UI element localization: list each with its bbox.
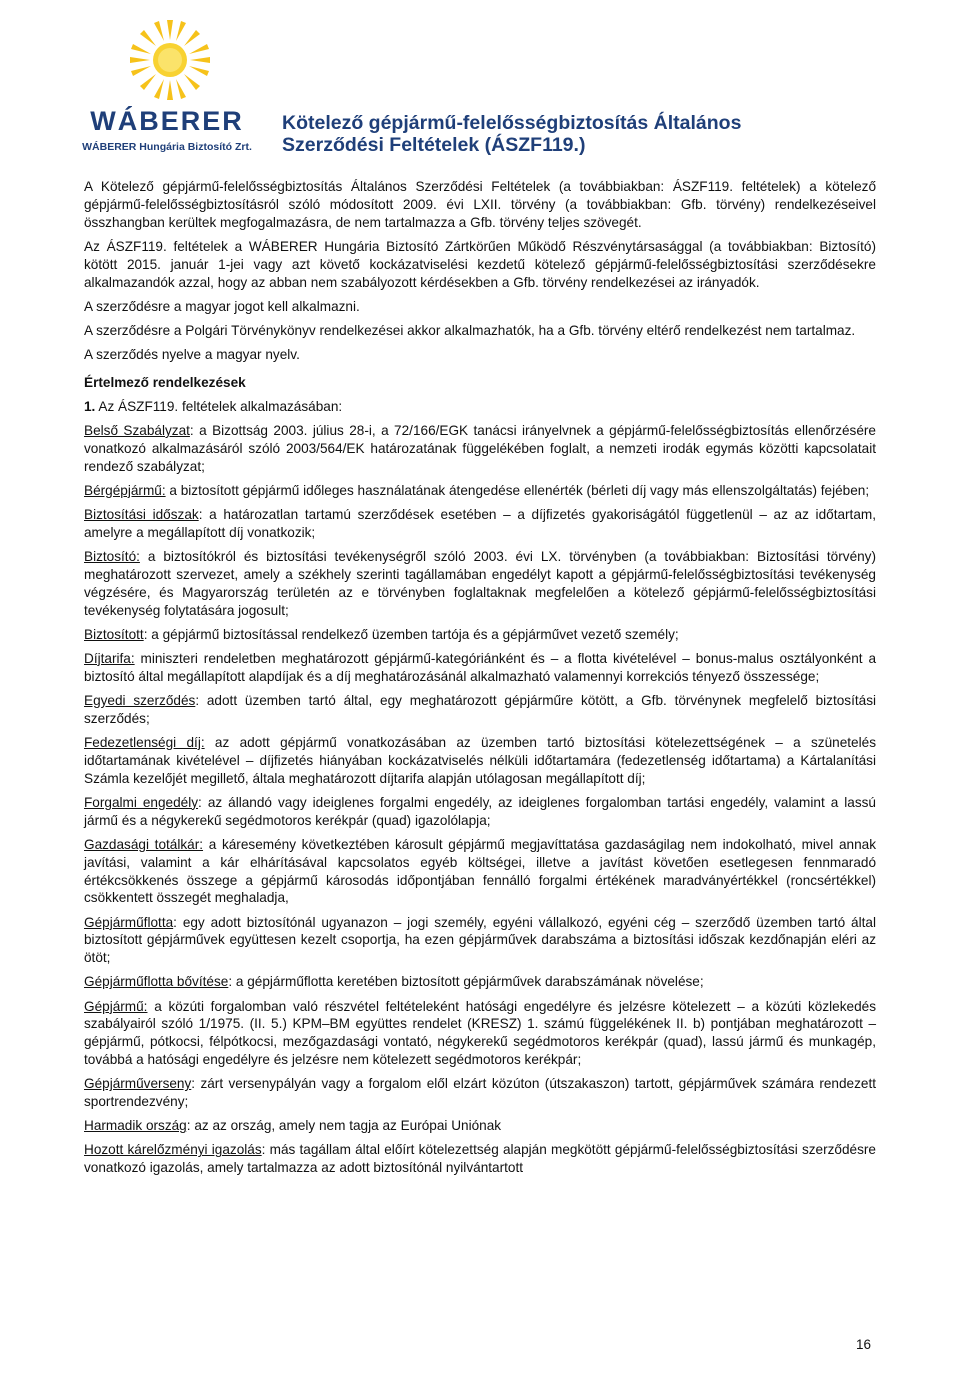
definition-item [84,650,876,686]
page-number: 16 [856,1337,872,1352]
definition-item [84,626,876,644]
definition-item [84,1075,876,1111]
intro-paragraph-4: A szerződésre a Polgári Törvénykönyv rendelkezései akkor alkalmazhatók, ha a Gfb. törvény eltérő rendelkezést nem tartalmaz. [84,322,856,338]
definition-text: a káresemény következtében károsult gépjármű megjavíttatása gazdaságilag nem indokolható, mivel annak javítási, valamint a kár elhárításával kapcsolatos egyéb költségei, illetve a javítást követően esetlegesen fennmaradó értékcsökkenés összege a gépjármű károsodás időpontjában fennálló forgalmi értékének maradványértékkel (roncsértékkel) csökkentett összegét meghaladja, [84,836,877,906]
brand-subtitle: WÁBERER Hungária Biztosító Zrt. [82,141,252,153]
intro-paragraph-5: A szerződés nyelve a magyar nyelv. [84,347,300,362]
definition-item [84,973,876,991]
definition-item [84,506,876,542]
definition-text: a gépjármű biztosítással rendelkező üzemben tartója és a gépjárművet vezető személy; [151,626,679,642]
definition-item [84,482,876,500]
title-line-1: Kötelező gépjármű-felelősségbiztosítás Általános [282,112,742,134]
section-heading: Értelmező rendelkezések [84,374,246,390]
definition-term: Gazdasági totálkár: [84,836,204,852]
waberer-sun-logo [78,18,256,158]
definition-term: Biztosított [84,626,144,642]
intro-paragraph-2: Az ÁSZF119. feltételek a WÁBERER Hungária Biztosító Zártkörűen Működő Részvénytársasággal (a továbbiakban: Biztosító) kötött 2015. január 1-jei vagy azt követő kockázatviselési kezdetű kötelező gépjármű-felelősségbiztosítási szerződésekre alkalmazandók azzal, hogy az abban nem szabályozott kérdésekben a Gfb. törvény rendelkezései az irányadók. [84,238,876,290]
document-body [84,178,876,1183]
definition-separator: : [186,1118,195,1134]
definition-item [84,548,876,620]
page-header [0,0,960,170]
definition-text: más tagállam által előírt kötelezettség alapján megkötött gépjármű-felelősségbiztosítási szerződésre vonatkozó igazolás, amely tartalmazza az adott biztosítónál nyilvántartott [84,1142,876,1176]
definition-term: Gépjárműverseny [84,1076,192,1092]
definition-text: a biztosított gépjármű időleges használatának átengedése ellenérték (bérleti díj vagy más ellenszolgáltatás) fejében; [169,482,870,498]
definition-separator: : [198,506,210,522]
definition-term: Díjtarifa: [84,650,135,666]
section-1-title: Az ÁSZF119. feltételek alkalmazásában: [98,398,343,414]
definition-separator: : [195,692,207,708]
definition-text: adott üzemben tartó által, egy meghatározott gépjárműre kötött, a Gfb. törvénynek megfelelő biztosítási szerződés; [84,692,877,726]
definition-item [84,998,876,1070]
definition-term: Biztosító: [84,548,140,564]
definition-separator [140,549,148,564]
definition-item [84,1141,876,1177]
definition-separator: : [173,914,183,930]
definition-item [84,422,876,476]
brand-name: WÁBERER [90,106,244,136]
definition-text: a biztosítókról és biztosítási tevékenységről szóló 2003. évi LX. törvényben (a továbbiakban: Biztosítási törvény) meghatározott szervezet, amely a székhely szerinti tagállamában engedélyt kapott a gépjármű-felelősségbiztosítási tevékenység végzésére, és Magyarország területén az e törvényben foglaltaknak megfelelően a kötelező gépjármű-felelősségbiztosítási tevékenység folytatására jogosult; [84,548,877,618]
definition-separator: : [228,974,236,990]
definition-term: Belső Szabályzat [84,422,190,438]
definition-text: a közúti forgalomban való részvétel feltételeként hatósági engedélyre és jelzésre kötelezett – a közúti közlekedés szabályairól szóló 1/1975. (II. 5.) KPM–BM együttes rendelet (KRESZ) 1. számú függelékének II. b) pontjában meghatározott – gépjármű, pótkocsi, félpótkocsi, mezőgazdasági vontató, négykerekű segédmotoros kerékpár (quad), lassú jármű és munkagép, továbbá a hatósági engedélyre és jelzésre nem kötelezett segédmotoros kerékpár; [84,998,877,1068]
definition-text: az állandó vagy ideiglenes forgalmi engedély, az ideiglenes forgalomban tartási engedély, valamint a lassú jármű és a négykerekű segédmotoros kerékpár (quad) igazolólapja; [84,794,876,828]
definition-text: zárt versenypályán vagy a forgalom elől elzárt közúton (útszakaszon) tartott, gépjárművek számára rendezett sportrendezvény; [84,1076,876,1110]
definition-separator: : [189,422,200,438]
definition-term: Gépjárműflotta [84,914,174,930]
definition-term: Bérgépjármű: [84,482,166,498]
definition-separator: : [261,1142,270,1158]
definition-term: Harmadik ország [84,1118,187,1134]
definition-term: Gépjárműflotta bővítése [84,974,229,990]
intro-paragraph-1: A Kötelező gépjármű-felelősségbiztosítás Általános Szerződési Feltételek (a továbbiakban: ÁSZF119. feltételek) a kötelező gépjármű-felelősségbiztosításról szóló módosított 2009. évi LXII. törvény (a továbbiakban: Gfb. törvény) rendelkezéseivel összhangban kerültek megfogalmazásra, de nem tartalmazza a Gfb. törvény teljes szövegét. [84,179,876,230]
section-1-heading [84,398,876,416]
intro-paragraph-3: A szerződésre a magyar jogot kell alkalmazni. [84,298,360,314]
definition-item [84,794,876,830]
definition-text: a gépjárműflotta keretében biztosított gépjárművek darabszámának növelése; [235,974,704,990]
definition-item [84,836,876,908]
definition-term: Hozott kárelőzményi igazolás [84,1142,262,1158]
definition-text: miniszteri rendeletben meghatározott gépjármű-kategóriánként és – a flotta kivételével – bonus-malus osztályonként a biztosító által megállapított alapdíjak és a díj meghatározásánál alkalmazható valamennyi korrekciós tényező összessége; [84,650,876,684]
definition-term: Egyedi szerződés [84,692,196,708]
definition-item [84,1117,876,1135]
definition-term: Gépjármű: [84,998,148,1014]
definition-term: Biztosítási időszak [84,506,199,522]
definition-separator [205,735,215,750]
definition-item [84,692,876,728]
definition-text: egy adott biztosítónál ugyanazon – jogi személy, egyéni vállalkozó, egyéni cég – szerződő üzemben tartó által biztosított gépjárművek együttesen kezelt csoportja, ha ezen gépjárművek darabszáma a biztosítási időszak kezdőnapján eléri az ötöt; [84,914,876,966]
definition-text: a határozatlan tartamú szerződések esetében – a díjfizetés gyakoriságától függetlenül – az az időtartam, amelyre a megállapított díj vonatkozik; [84,506,876,540]
definition-text: az adott gépjármű vonatkozásában az üzemben tartó biztosítási kötelezettségének – a szünetelés időtartamának kivételével – díjfizetés hiányában kockázatviselés nélküli időtartamára (fedezetlenség időtartama) a Kártalanítási Számla kezelőjét megillető, általa meghatározott díjtarifa alapján utólagosan megállapított díj; [84,734,876,786]
definition-separator: : [198,794,208,810]
definition-text: az az ország, amely nem tagja az Európai Uniónak [194,1118,502,1134]
definitions-list [84,422,876,1177]
definition-term: Forgalmi engedély [84,794,199,810]
definition-term: Fedezetlenségi díj: [84,734,205,750]
definition-item [84,734,876,788]
definition-item [84,914,876,968]
section-1-number: 1. [84,398,96,414]
definition-separator: : [191,1076,201,1092]
definition-separator: : [143,626,152,642]
title-line-2: Szerződési Feltételek (ÁSZF119.) [282,134,586,156]
document-title [282,112,741,156]
definition-text: a Bizottság 2003. július 28-i, a 72/166/EGK tanácsi irányelvnek a gépjármű-felelősségbiztosítás ellenőrzésére vonatkozó alkalmazásáról szóló 2003/564/EK határozatának függelékében foglalt, a nemzeti irodák egymás közötti kapcsolatait rendező szabályzat; [84,422,876,474]
